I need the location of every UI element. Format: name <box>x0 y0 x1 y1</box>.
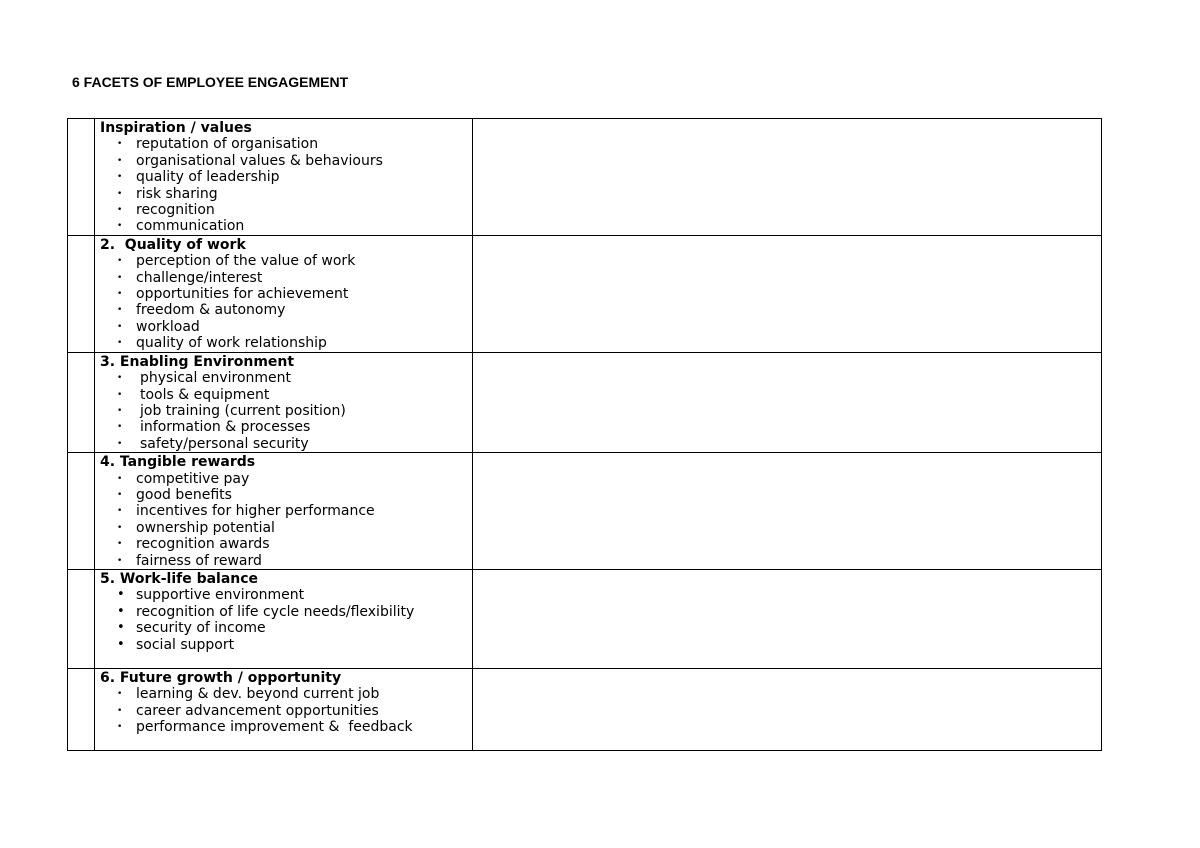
bullet-icon: • <box>117 555 123 566</box>
facet-item-list <box>100 253 472 351</box>
notes-cell[interactable] <box>473 352 1102 452</box>
list-item: • quality of work relationship <box>117 335 327 352</box>
row-number-cell <box>68 119 95 236</box>
list-item: • learning & dev. beyond current job <box>117 686 380 703</box>
bullet-icon: • <box>117 473 123 484</box>
bullet-icon: • <box>117 321 123 332</box>
list-item: • job training (current position) <box>117 402 346 419</box>
list-item: • security of income <box>117 620 266 637</box>
facet-row-inspiration <box>68 119 1102 236</box>
bullet-icon: • <box>117 305 123 316</box>
list-item: • opportunities for achievement <box>117 286 349 303</box>
list-item: • information & processes <box>117 419 311 436</box>
list-item: • perception of the value of work <box>117 253 356 270</box>
list-item: • tools & equipment <box>117 386 270 403</box>
list-item: • organisational values & behaviours <box>117 152 383 169</box>
notes-cell[interactable] <box>473 119 1102 236</box>
bullet-icon: • <box>117 705 123 716</box>
list-item: • workload <box>117 318 200 335</box>
facet-topic-cell <box>95 668 473 750</box>
list-item: • supportive environment <box>117 587 305 604</box>
facet-item-list <box>100 370 472 452</box>
row-number-cell <box>68 453 95 570</box>
bullet-icon: • <box>117 422 123 433</box>
facet-heading: 4. Tangible rewards <box>100 454 256 471</box>
list-item: • safety/personal security <box>117 435 309 452</box>
bullet-icon: • <box>117 689 123 700</box>
notes-cell[interactable] <box>473 569 1102 668</box>
row-number-cell <box>68 668 95 750</box>
list-item: • physical environment <box>117 370 292 387</box>
list-item: • performance improvement & feedback <box>117 719 413 736</box>
facet-row-enabling-environment <box>68 352 1102 452</box>
facet-heading: 6. Future growth / opportunity <box>100 669 342 686</box>
bullet-icon: • <box>117 256 123 267</box>
list-item: • communication <box>117 218 245 235</box>
bullet-icon: • <box>117 539 123 550</box>
list-item: • recognition <box>117 202 215 219</box>
facet-item-list <box>100 136 472 234</box>
facet-heading: 5. Work-life balance <box>100 570 259 587</box>
facet-row-quality-of-work <box>68 235 1102 352</box>
bullet-icon: • <box>117 405 123 416</box>
bullet-icon: • <box>117 438 123 449</box>
list-item: • career advancement opportunities <box>117 702 379 719</box>
list-item: • freedom & autonomy <box>117 302 286 319</box>
bullet-icon: • <box>117 620 125 636</box>
list-item: • reputation of organisation <box>117 136 319 153</box>
bullet-icon: • <box>117 389 123 400</box>
bullet-icon: • <box>117 188 123 199</box>
facet-topic-cell <box>95 453 473 570</box>
facet-row-work-life-balance <box>68 569 1102 668</box>
list-item: • recognition of life cycle needs/flexibility <box>117 603 415 620</box>
bullet-icon: • <box>117 272 123 283</box>
facet-row-future-growth <box>68 668 1102 750</box>
bullet-icon: • <box>117 587 125 603</box>
facet-item-list <box>100 471 472 569</box>
facet-topic-cell <box>95 235 473 352</box>
list-item: • ownership potential <box>117 519 275 536</box>
bullet-icon: • <box>117 139 123 150</box>
list-item: • incentives for higher performance <box>117 503 375 520</box>
facet-topic-cell <box>95 569 473 668</box>
bullet-icon: • <box>117 373 123 384</box>
bullet-icon: • <box>117 603 125 619</box>
facet-heading: 2. Quality of work <box>100 236 246 253</box>
bullet-icon: • <box>117 506 123 517</box>
facets-table <box>67 118 1102 751</box>
bullet-icon: • <box>117 221 123 232</box>
list-item: • quality of leadership <box>117 169 280 186</box>
facet-heading: 3. Enabling Environment <box>100 353 295 370</box>
list-item: • social support <box>117 636 235 653</box>
bullet-icon: • <box>117 155 123 166</box>
facet-heading: Inspiration / values <box>100 120 252 136</box>
list-item: • challenge/interest <box>117 269 263 286</box>
facet-item-list <box>100 686 472 735</box>
document-title: 6 FACETS OF EMPLOYEE ENGAGEMENT <box>72 74 349 90</box>
facet-row-tangible-rewards <box>68 453 1102 570</box>
bullet-icon: • <box>117 636 125 652</box>
notes-cell[interactable] <box>473 453 1102 570</box>
notes-cell[interactable] <box>473 668 1102 750</box>
list-item: • competitive pay <box>117 470 250 487</box>
list-item: • risk sharing <box>117 185 218 202</box>
notes-cell[interactable] <box>473 235 1102 352</box>
facet-item-list <box>100 587 472 653</box>
list-item: • fairness of reward <box>117 552 262 569</box>
list-item: • good benefits <box>117 486 232 503</box>
facet-topic-cell <box>95 352 473 452</box>
bullet-icon: • <box>117 489 123 500</box>
row-number-cell <box>68 235 95 352</box>
bullet-icon: • <box>117 722 123 733</box>
facet-topic-cell <box>95 119 473 236</box>
bullet-icon: • <box>117 289 123 300</box>
bullet-icon: • <box>117 172 123 183</box>
list-item: • recognition awards <box>117 536 270 553</box>
bullet-icon: • <box>117 205 123 216</box>
row-number-cell <box>68 569 95 668</box>
row-number-cell <box>68 352 95 452</box>
bullet-icon: • <box>117 338 123 349</box>
bullet-icon: • <box>117 522 123 533</box>
